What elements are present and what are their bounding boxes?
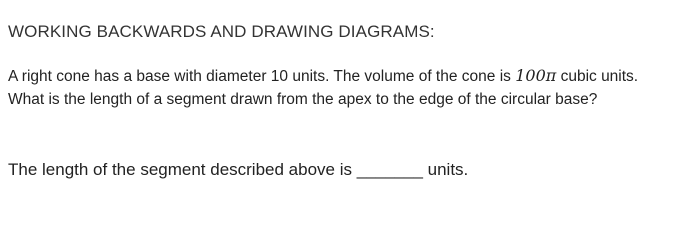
volume-expression: 100π <box>515 66 557 85</box>
problem-statement <box>8 64 678 111</box>
answer-sentence <box>8 160 468 180</box>
section-heading: WORKING BACKWARDS AND DRAWING DIAGRAMS: <box>8 22 435 41</box>
problem-text-start: A right cone has a base with diameter 10 units. The volume of the cone is <box>8 68 516 85</box>
answer-blank[interactable]: _______ <box>356 160 423 179</box>
problem-text-end: cubic units. What is the length of a segment drawn from the apex to the edge of the circular base? <box>8 68 639 108</box>
answer-prefix: The length of the segment described above is <box>8 160 357 179</box>
answer-suffix: units. <box>422 160 469 179</box>
